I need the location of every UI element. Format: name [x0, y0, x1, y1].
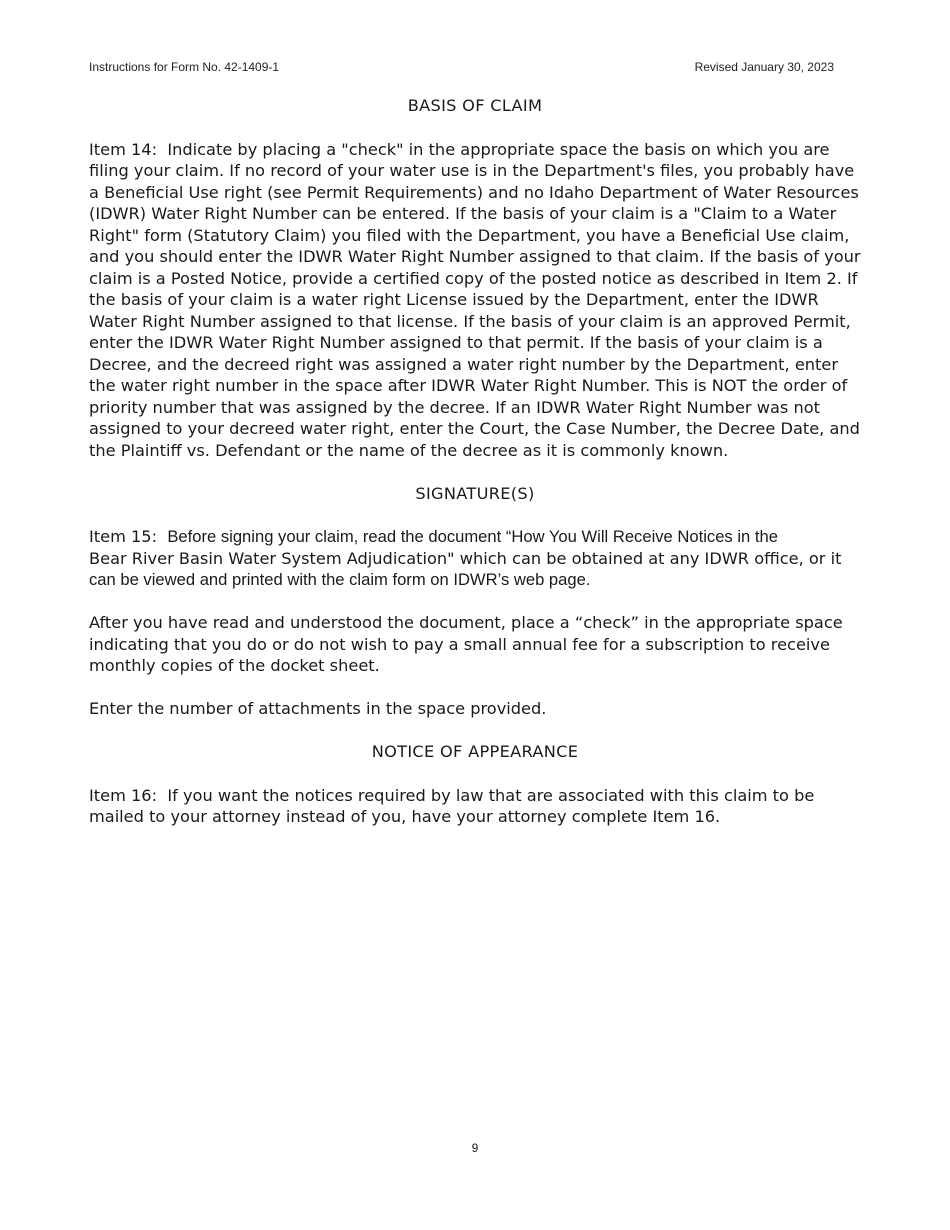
item-15-paragraph	[89, 526, 861, 591]
form-label: Instructions for Form No. 42-1409-1	[89, 60, 280, 74]
attachments-paragraph: Enter the number of attachments in the space provided.	[89, 699, 547, 718]
item-14-paragraph	[89, 139, 861, 462]
item-15-text-part3: can be viewed and printed with the claim form on IDWR’s web page.	[89, 570, 591, 589]
basis-of-claim-heading: BASIS OF CLAIM	[407, 96, 543, 115]
item-15-text-part2: Bear River Basin Water System Adjudication" which can be obtained at any IDWR office, or it	[89, 548, 842, 568]
item-15-text-part1: Before signing your claim, read the document “How You Will Receive Notices in the	[167, 527, 778, 546]
notice-of-appearance-heading: NOTICE OF APPEARANCE	[371, 742, 579, 761]
signatures-heading: SIGNATURE(S)	[415, 483, 535, 503]
after-reading-paragraph: After you have read and understood the document, place a “check” in the appropriate space indicating that you do or do not wish to pay a small annual fee for a subscription to receive monthly copies of the docket sheet.	[89, 613, 843, 675]
page-number: 9	[471, 1141, 479, 1155]
item-16-paragraph	[89, 785, 861, 828]
item-16-label: Item 16:	[89, 785, 158, 805]
item-14-label: Item 14:	[89, 139, 158, 159]
item-16-text: If you want the notices required by law that are associated with this claim to be mailed to your attorney instead of you, have your attorney complete Item 16.	[89, 785, 815, 826]
item-14-text: Indicate by placing a "check" in the appropriate space the basis on which you are filing your claim. If no record of your water use is in the Department's files, you probably have a Beneficial Use right (see Permit Requirements) and no Idaho Department of Water Resources (IDWR) Water Right Number can be entered. If the basis of your claim is a "Claim to a Water Right" form (Statutory Claim) you filed with the Department, you have a Beneficial Use claim, and you should enter the IDWR Water Right Number assigned to that claim. If the basis of your claim is a Posted Notice, provide a certified copy of the posted notice as described in Item 2. If the basis of your claim is a water right License issued by the Department, enter the IDWR Water Right Number assigned to that license. If the basis of your claim is an approved Permit, enter the IDWR Water Right Number assigned to that permit. If the basis of your claim is a Decree, and the decreed right was assigned a water right number by the Department, enter the water right number in the space after IDWR Water Right Number. This is NOT the order of priority number that was assigned by the decree. If an IDWR Water Right Number was not assigned to your decreed water right, enter the Court, the Case Number, the Decree Date, and the Plaintiff vs. Defendant or the name of the decree as it is commonly known.	[89, 139, 861, 460]
item-15-label: Item 15:	[89, 527, 158, 546]
revision-date: Revised January 30, 2023	[694, 60, 834, 74]
document-body	[89, 95, 861, 828]
